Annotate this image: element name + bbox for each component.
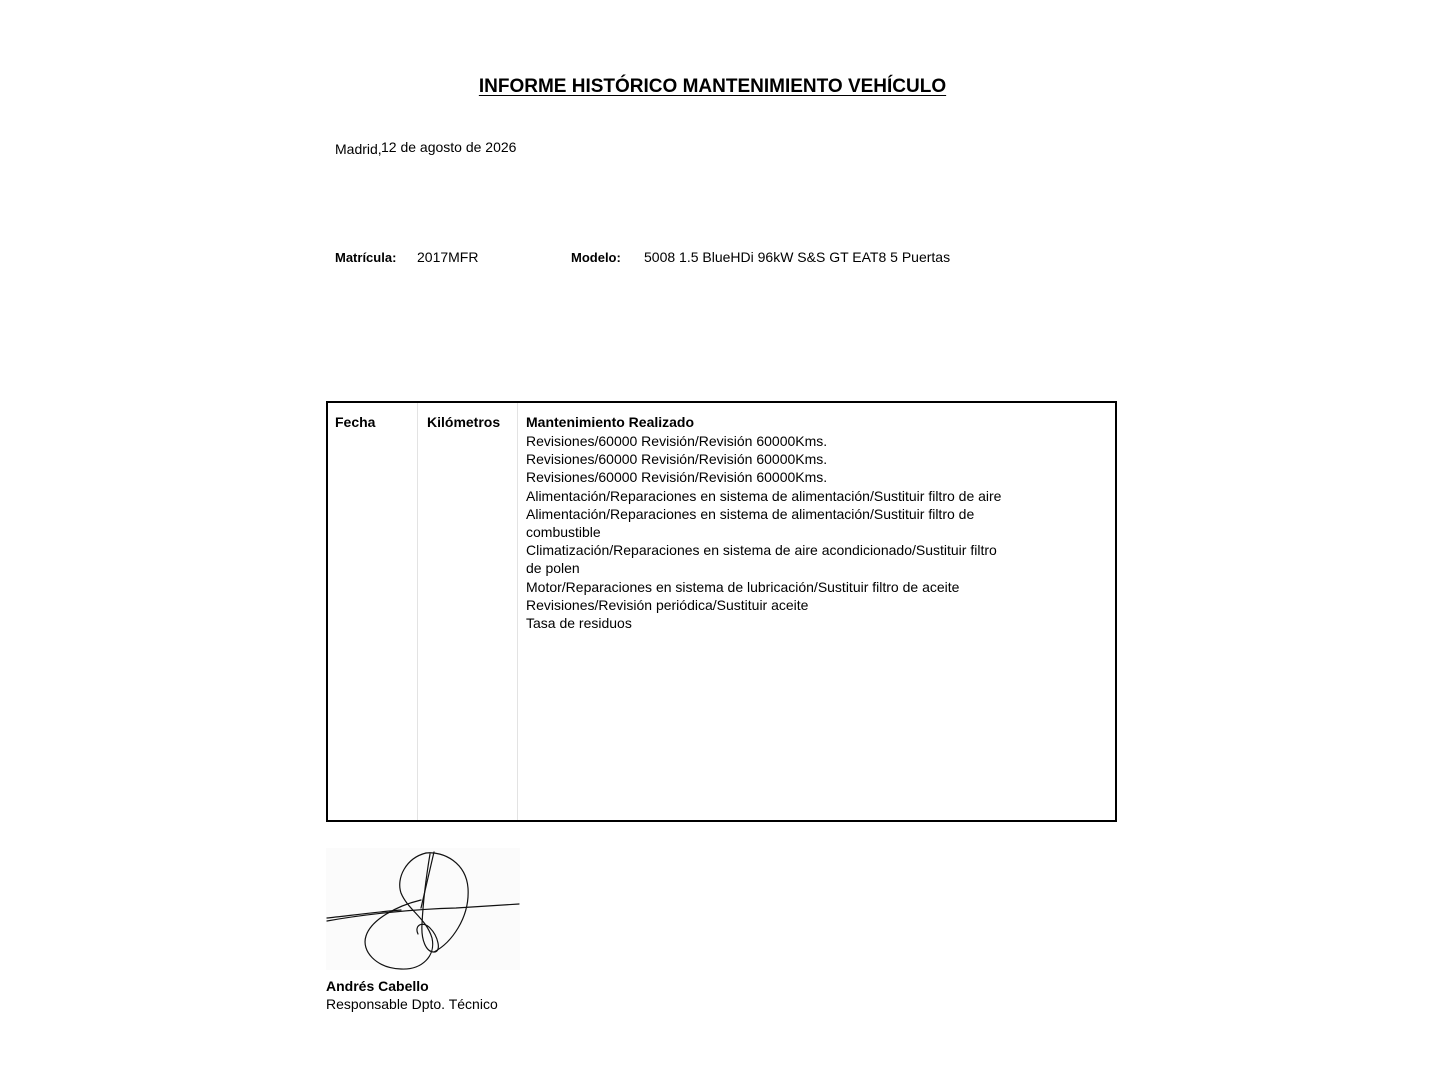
date-column-header: Fecha: [335, 414, 376, 430]
maintenance-column-header: Mantenimiento Realizado: [526, 414, 695, 430]
kilometers-column-header: Kilómetros: [427, 414, 501, 430]
plate-value: 2017MFR: [417, 249, 479, 265]
maintenance-item: Revisiones/60000 Revisión/Revisión 60000Kms.: [526, 469, 828, 486]
document-title: INFORME HISTÓRICO MANTENIMIENTO VEHÍCULO: [478, 76, 947, 97]
signer-name: Andrés Cabello: [326, 978, 429, 994]
maintenance-item: Alimentación/Reparaciones en sistema de alimentación/Sustituir filtro de aire: [526, 487, 1002, 504]
date-column: [328, 403, 418, 820]
plate-label: Matrícula:: [335, 250, 397, 265]
model-value: 5008 1.5 BlueHDi 96kW S&S GT EAT8 5 Puertas: [644, 249, 951, 265]
maintenance-item: Revisiones/60000 Revisión/Revisión 60000Kms.: [526, 433, 828, 449]
maintenance-item: Tasa de residuos: [526, 615, 632, 632]
document-city: Madrid,: [335, 141, 382, 157]
maintenance-column: [518, 403, 1115, 820]
maintenance-list: [526, 432, 1016, 632]
maintenance-item: Climatización/Reparaciones en sistema de aire acondicionado/Sustituir filtro de polen: [526, 542, 997, 577]
handwritten-signature-icon: [326, 848, 520, 970]
maintenance-table: [326, 401, 1117, 822]
maintenance-item: Revisiones/60000 Revisión/Revisión 60000Kms.: [526, 451, 828, 468]
document-date: 12 de agosto de 2026: [381, 139, 517, 155]
maintenance-item: Alimentación/Reparaciones en sistema de alimentación/Sustituir filtro de combustible: [526, 505, 975, 541]
maintenance-item: Motor/Reparaciones en sistema de lubricación/Sustituir filtro de aceite: [526, 578, 960, 595]
maintenance-item: Revisiones/Revisión periódica/Sustituir aceite: [526, 596, 809, 613]
model-label: Modelo:: [571, 250, 621, 265]
kilometers-column: [418, 403, 518, 820]
signature-image: [326, 848, 520, 970]
signer-role: Responsable Dpto. Técnico: [326, 996, 498, 1012]
